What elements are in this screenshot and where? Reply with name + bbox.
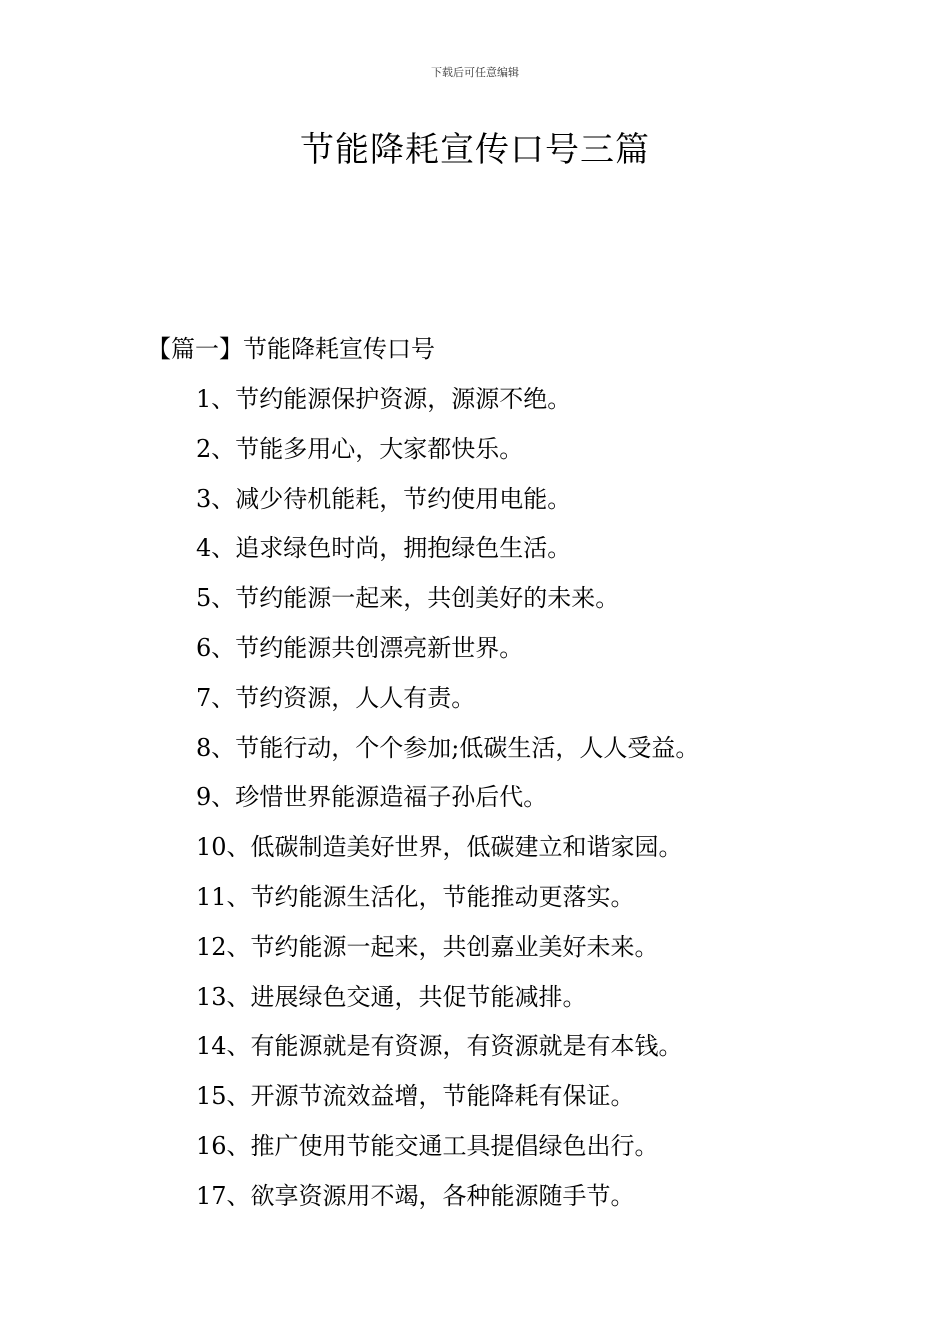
- slogan-item: 1、节约能源保护资源，源源不绝。: [196, 385, 572, 413]
- slogan-item: 16、推广使用节能交通工具提倡绿色出行。: [196, 1131, 659, 1160]
- page-title: 节能降耗宣传口号三篇: [300, 130, 650, 170]
- slogan-item: 6、节约能源共创漂亮新世界。: [196, 633, 524, 662]
- slogan-item: 11、节约能源生活化，节能推动更落实。: [196, 882, 635, 911]
- slogan-item: 3、减少待机能耗，节约使用电能。: [196, 484, 572, 513]
- slogan-list: [196, 381, 699, 1228]
- slogan-item: 2、节能多用心，大家都快乐。: [196, 434, 524, 463]
- slogan-item: 8、节能行动，个个参加;低碳生活，人人受益。: [196, 733, 700, 762]
- slogan-item: 7、节约资源，人人有责。: [196, 683, 476, 712]
- slogan-item: 13、进展绿色交通，共促节能减排。: [196, 982, 587, 1011]
- slogan-item: 14、有能源就是有资源，有资源就是有本钱。: [196, 1032, 683, 1061]
- slogan-item: 15、开源节流效益增，节能降耗有保证。: [196, 1082, 635, 1111]
- slogan-item: 12、节约能源一起来，共创嘉业美好未来。: [196, 932, 659, 961]
- header-note: 下载后可任意编辑: [431, 66, 519, 79]
- slogan-item: 9、珍惜世界能源造福子孙后代。: [196, 783, 548, 812]
- slogan-item: 17、欲享资源用不竭，各种能源随手节。: [196, 1181, 635, 1210]
- slogan-item: 10、低碳制造美好世界，低碳建立和谐家园。: [196, 833, 683, 862]
- slogan-item: 5、节约能源一起来，共创美好的未来。: [196, 584, 620, 613]
- section-heading: 【篇一】节能降耗宣传口号: [147, 335, 435, 363]
- slogan-item: 4、追求绿色时尚，拥抱绿色生活。: [196, 534, 572, 563]
